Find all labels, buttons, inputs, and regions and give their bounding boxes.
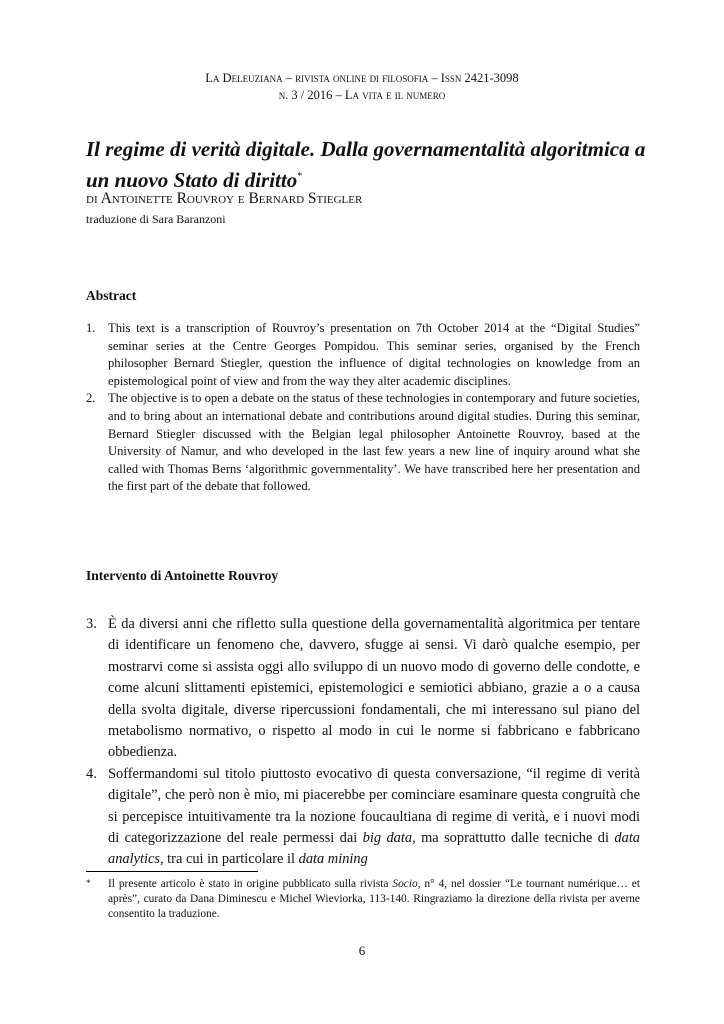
title-footnote-mark[interactable]: * <box>297 171 303 182</box>
paragraph-text: È da diversi anni che rifletto sulla questione della governamentalità algoritmica per tentare di identificare un fenomeno che, davvero, sfugge ai sensi. Vi darò qualche esempio, per mostrarvi come si assista oggi allo sviluppo di un nuovo modo di governo delle condotte, e come alcuni slittamenti epistemici, epistemologici e semiotici abbiano, grazie a o a causa della svolta digitale, diverse ripercussioni fondamentali, che mi interessano sul piano del metabolismo normativo, o rispetto al modo in cui le norme si fabbricano e fabbricano obbedienza. <box>108 616 640 761</box>
paragraph-text: This text is a transcription of Rouvroy’s presentation on 7th October 2014 at the “Digital Studies” seminar series at the Centre Georges Pompidou. This seminar series, organised by the French philosopher Bernard Stiegler, question the influence of digital technologies on knowledge from an epistemological point of view and from the way they alter academic disciplines. <box>108 321 640 388</box>
body-list <box>86 614 640 871</box>
list-item <box>86 390 640 496</box>
footnote <box>86 877 640 923</box>
abstract-list <box>86 320 640 496</box>
footnote-text: Il presente articolo è stato in origine pubblicato sulla rivista <box>108 878 393 890</box>
article-title-text: Il regime di verità digitale. Dalla governamentalità algoritmica a un nuovo Stato di diritto <box>86 137 646 192</box>
emphasis: data analytics <box>108 830 641 868</box>
article-authors: di Antoinette Rouvroy e Bernard Stiegler <box>86 190 363 207</box>
list-item <box>86 614 640 764</box>
footnote-text: , n° 4, nel dossier “Le tournant numérique… et après”, curato da Dana Diminescu e Michel Wieviorka, 113-140. Ringraziamo la direzione della rivista per averne consentito la traduzione. <box>108 878 640 921</box>
section-heading: Intervento di Antoinette Rouvroy <box>86 568 279 583</box>
text-run: , ma soprattutto dalle tecniche di <box>412 830 615 847</box>
list-item <box>86 320 640 390</box>
paragraph-number: 1. <box>86 321 96 335</box>
paragraph-number: 3. <box>86 616 97 632</box>
paragraph-text <box>108 766 640 868</box>
emphasis: big data <box>362 830 413 847</box>
paragraph-text: The objective is to open a debate on the status of these technologies in contemporary and future societies, and to bring about an international debate and contributions around digital studies. During this seminar, Bernard Stiegler discussed with the Belgian legal philosopher Antoinette Rouvroy, based at the University of Namur, and who developed in the last few years a new line of inquiry around what she called with Thomas Berns ‘algorithmic governmentality’. We have transcribed here her presentation and the first part of the debate that followed. <box>108 391 640 494</box>
footnote-divider <box>86 871 258 872</box>
paragraph-number: 4. <box>86 765 97 782</box>
article-title <box>86 136 646 194</box>
text-run: Soffermandomi sul titolo piuttosto evocativo di questa conversazione, “il regime di verità digitale”, che però non è mio, mi piacerebbe per cominciare esaminare questa congruità che si percepisce intuitivamente tra la nozione foucaultiana di regime di verità, e i nuovi modi di categorizzazione del reale permessi dai <box>108 765 640 847</box>
footnote-mark: * <box>86 878 91 888</box>
abstract-heading: Abstract <box>86 288 137 303</box>
journal-name: Socio <box>392 878 418 890</box>
running-header <box>0 70 724 104</box>
emphasis: data mining <box>298 851 368 868</box>
paragraph-number: 2. <box>86 391 96 406</box>
journal-line: La Deleuziana – rivista online di filosofia – Issn 2421-3098 <box>205 71 519 85</box>
text-run: , tra cui in particolare il <box>159 851 299 868</box>
translator-credit: traduzione di Sara Baranzoni <box>86 212 226 226</box>
list-item <box>86 764 640 871</box>
issue-line: n. 3 / 2016 – La vita e il numero <box>278 88 446 102</box>
page-number: 6 <box>358 943 366 958</box>
